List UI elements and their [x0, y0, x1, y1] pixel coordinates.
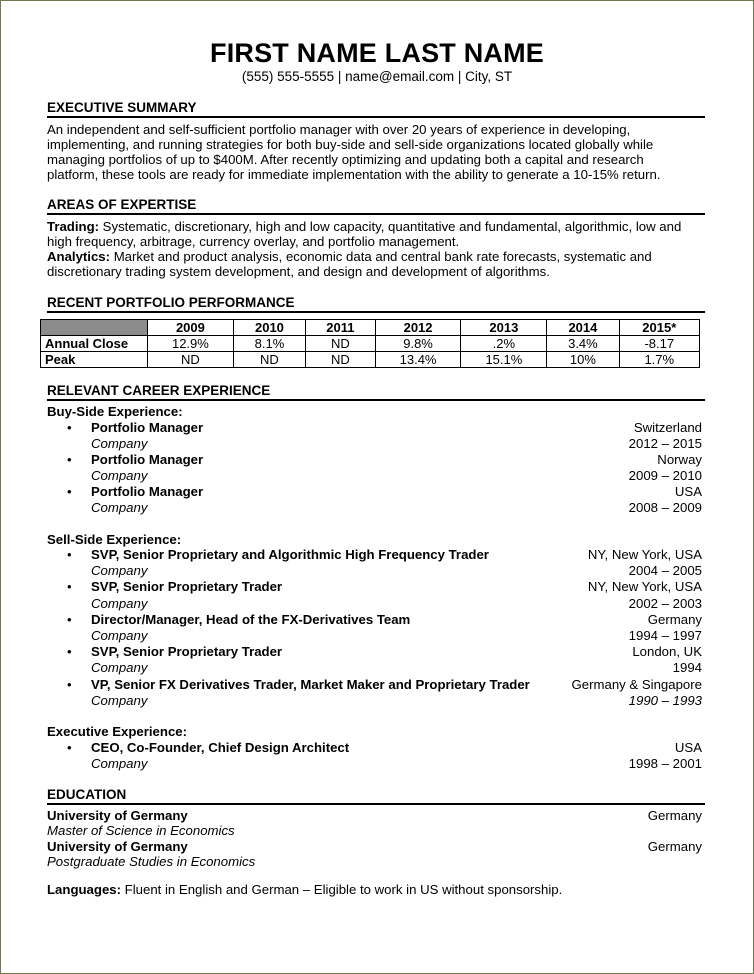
bullet-icon: •	[67, 484, 72, 499]
summary-line: An independent and self-sufficient portfolio manager with over 20 years of experience in developing,	[47, 122, 631, 137]
job-dates: 2002 – 2003	[628, 596, 702, 611]
table-cell: 15.1%	[461, 352, 547, 368]
row-label: Annual Close	[41, 336, 148, 352]
languages-text: Fluent in English and German – Eligible to work in US without sponsorship.	[121, 882, 563, 897]
table-cell: ND	[148, 352, 234, 368]
job-title-row	[47, 677, 702, 693]
expertise-trading-line: high frequency, arbitrage, currency overlay, and portfolio management.	[47, 234, 460, 249]
job-company-row	[47, 468, 702, 484]
job-location: Switzerland	[633, 420, 702, 435]
table-cell: 1.7%	[619, 352, 699, 368]
buy-side-label: Buy-Side Experience:	[47, 404, 183, 419]
contact-line: (555) 555-5555 | name@email.com | City, ST	[241, 69, 513, 84]
job-dates: 1998 – 2001	[628, 756, 702, 771]
expertise-analytics-line	[47, 249, 702, 265]
table-cell: 9.8%	[375, 336, 461, 352]
education-school-row	[47, 839, 702, 855]
bullet-icon: •	[67, 740, 72, 755]
year-header: 2015*	[619, 320, 699, 336]
job-title-row	[47, 612, 702, 628]
job-dates: 1994 – 1997	[628, 628, 702, 643]
table-cell: 10%	[547, 352, 619, 368]
job-title: Director/Manager, Head of the FX-Derivatives Team	[91, 612, 411, 627]
job-dates: 1990 – 1993	[628, 693, 702, 708]
job-title: SVP, Senior Proprietary and Algorithmic High Frequency Trader	[91, 547, 489, 562]
education-degree-row	[47, 823, 702, 839]
table-cell: ND	[233, 352, 305, 368]
summary-line: platform, these tools are ready for immediate implementation with the ability to generate a 10-15% return.	[47, 167, 661, 182]
year-header: 2010	[233, 320, 305, 336]
section-heading-expertise: AREAS OF EXPERTISE	[47, 198, 705, 215]
job-title: Portfolio Manager	[91, 484, 204, 499]
job-location: Germany & Singapore	[571, 677, 702, 692]
expertise-analytics-line: discretionary trading system development, and design and development of algorithms.	[47, 264, 550, 279]
job-title-row	[47, 420, 702, 436]
job-location: USA	[674, 484, 702, 499]
year-header: 2009	[148, 320, 234, 336]
analytics-label: Analytics:	[47, 249, 111, 264]
bullet-icon: •	[67, 579, 72, 594]
job-title-row	[47, 740, 702, 756]
bullet-icon: •	[67, 452, 72, 467]
company-name: Company	[91, 596, 148, 611]
table-row	[41, 336, 700, 352]
job-location: Germany	[647, 612, 702, 627]
company-name: Company	[91, 500, 148, 515]
company-name: Company	[91, 628, 148, 643]
job-title: Portfolio Manager	[91, 452, 204, 467]
year-header: 2013	[461, 320, 547, 336]
job-location: USA	[674, 740, 702, 755]
company-name: Company	[91, 693, 148, 708]
table-cell: 8.1%	[233, 336, 305, 352]
education-school-row	[47, 808, 702, 824]
executive-label: Executive Experience:	[47, 724, 188, 739]
year-header: 2014	[547, 320, 619, 336]
job-title-row	[47, 547, 702, 563]
summary-line: implementing, and running strategies for both buy-side and sell-side organizations located globally while	[47, 137, 654, 152]
table-cell: 12.9%	[148, 336, 234, 352]
table-cell: ND	[306, 352, 376, 368]
company-name: Company	[91, 660, 148, 675]
table-cell: .2%	[461, 336, 547, 352]
job-company-row	[47, 500, 702, 516]
trading-text: Systematic, discretionary, high and low capacity, quantitative and fundamental, algorithmic, low and	[99, 219, 682, 234]
section-heading-performance: RECENT PORTFOLIO PERFORMANCE	[47, 296, 705, 313]
bullet-icon: •	[67, 644, 72, 659]
company-name: Company	[91, 756, 148, 771]
table-row	[41, 352, 700, 368]
job-title-row	[47, 484, 702, 500]
job-company-row	[47, 660, 702, 676]
summary-line: managing portfolios of up to $400M. After recently optimizing and updating both a capital and research	[47, 152, 644, 167]
job-title: CEO, Co-Founder, Chief Design Architect	[91, 740, 350, 755]
year-header: 2011	[306, 320, 376, 336]
company-name: Company	[91, 563, 148, 578]
job-location: NY, New York, USA	[587, 547, 702, 562]
bullet-icon: •	[67, 677, 72, 692]
table-cell: ND	[306, 336, 376, 352]
table-corner-cell	[41, 320, 148, 336]
job-location: NY, New York, USA	[587, 579, 702, 594]
company-name: Company	[91, 436, 148, 451]
performance-table	[40, 319, 700, 368]
bullet-icon: •	[67, 420, 72, 435]
company-name: Company	[91, 468, 148, 483]
row-label: Peak	[41, 352, 148, 368]
job-location: London, UK	[632, 644, 702, 659]
education-degree-row	[47, 854, 702, 870]
section-heading-summary: EXECUTIVE SUMMARY	[47, 101, 705, 118]
job-title-row	[47, 579, 702, 595]
analytics-text: Market and product analysis, economic data and central bank rate forecasts, systematic and	[110, 249, 652, 264]
table-cell: 13.4%	[375, 352, 461, 368]
job-company-row	[47, 693, 702, 709]
job-title: Portfolio Manager	[91, 420, 204, 435]
section-heading-education: EDUCATION	[47, 788, 705, 805]
job-title: SVP, Senior Proprietary Trader	[91, 579, 283, 594]
job-title: VP, Senior FX Derivatives Trader, Market Maker and Proprietary Trader	[91, 677, 530, 692]
degree-name: Master of Science in Economics	[47, 823, 235, 838]
school-name: University of Germany	[47, 808, 188, 823]
degree-name: Postgraduate Studies in Economics	[47, 854, 256, 869]
job-company-row	[47, 436, 702, 452]
job-dates: 2012 – 2015	[628, 436, 702, 451]
job-location: Norway	[657, 452, 702, 467]
job-dates: 2008 – 2009	[628, 500, 702, 515]
performance-header-row	[41, 320, 700, 336]
job-company-row	[47, 628, 702, 644]
table-cell: 3.4%	[547, 336, 619, 352]
languages-label: Languages:	[47, 882, 122, 897]
school-location: Germany	[647, 839, 702, 854]
expertise-trading-line	[47, 219, 702, 235]
job-title-row	[47, 452, 702, 468]
job-dates: 2009 – 2010	[628, 468, 702, 483]
year-header: 2012	[375, 320, 461, 336]
job-company-row	[47, 563, 702, 579]
sell-side-label: Sell-Side Experience:	[47, 532, 182, 547]
bullet-icon: •	[67, 612, 72, 627]
school-location: Germany	[647, 808, 702, 823]
job-title: SVP, Senior Proprietary Trader	[91, 644, 283, 659]
job-company-row	[47, 596, 702, 612]
job-dates: 2004 – 2005	[628, 563, 702, 578]
job-dates: 1994	[672, 660, 702, 675]
bullet-icon: •	[67, 547, 72, 562]
languages-line	[47, 882, 702, 898]
trading-label: Trading:	[47, 219, 100, 234]
resume-name: FIRST NAME LAST NAME	[210, 38, 544, 68]
table-cell: -8.17	[619, 336, 699, 352]
job-title-row	[47, 644, 702, 660]
section-heading-experience: RELEVANT CAREER EXPERIENCE	[47, 384, 705, 401]
job-company-row	[47, 756, 702, 772]
school-name: University of Germany	[47, 839, 188, 854]
